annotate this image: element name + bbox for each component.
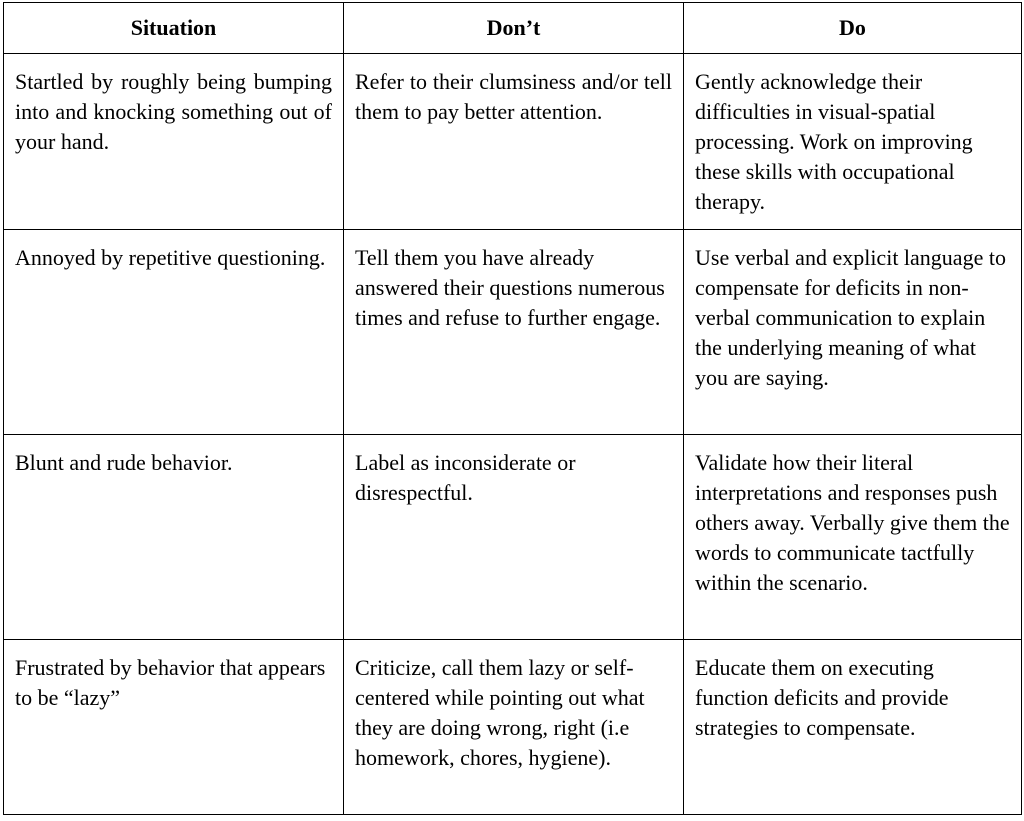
table-row xyxy=(4,230,1022,435)
do-cell: Validate how their literal interpretations and responses push others away. Verbally give them the words to communicate tactfully within the scenario. xyxy=(684,435,1022,640)
table-row xyxy=(4,435,1022,640)
table-row xyxy=(4,640,1022,815)
dont-cell: Label as inconsiderate or disrespectful. xyxy=(344,435,684,640)
dont-cell: Criticize, call them lazy or self-centered while pointing out what they are doing wrong, right (i.e homework, chores, hygiene). xyxy=(344,640,684,815)
table-row xyxy=(4,54,1022,230)
do-cell: Use verbal and explicit language to compensate for deficits in non-verbal communication to explain the underlying meaning of what you are saying. xyxy=(684,230,1022,435)
do-cell: Educate them on executing function deficits and provide strategies to compensate. xyxy=(684,640,1022,815)
situation-cell: Frustrated by behavior that appears to be “lazy” xyxy=(4,640,344,815)
situation-cell: Startled by roughly being bumping into and knocking something out of your hand. xyxy=(4,54,344,230)
header-row xyxy=(4,3,1022,54)
situation-cell: Annoyed by repetitive questioning. xyxy=(4,230,344,435)
situation-guide-table xyxy=(3,2,1022,815)
situation-cell: Blunt and rude behavior. xyxy=(4,435,344,640)
dont-cell: Refer to their clumsiness and/or tell them to pay better attention. xyxy=(344,54,684,230)
do-cell: Gently acknowledge their difficulties in visual-spatial processing. Work on improving these skills with occupational therapy. xyxy=(684,54,1022,230)
header-do: Do xyxy=(684,3,1022,54)
header-situation: Situation xyxy=(4,3,344,54)
header-dont: Don’t xyxy=(344,3,684,54)
dont-cell: Tell them you have already answered their questions numerous times and refuse to further engage. xyxy=(344,230,684,435)
